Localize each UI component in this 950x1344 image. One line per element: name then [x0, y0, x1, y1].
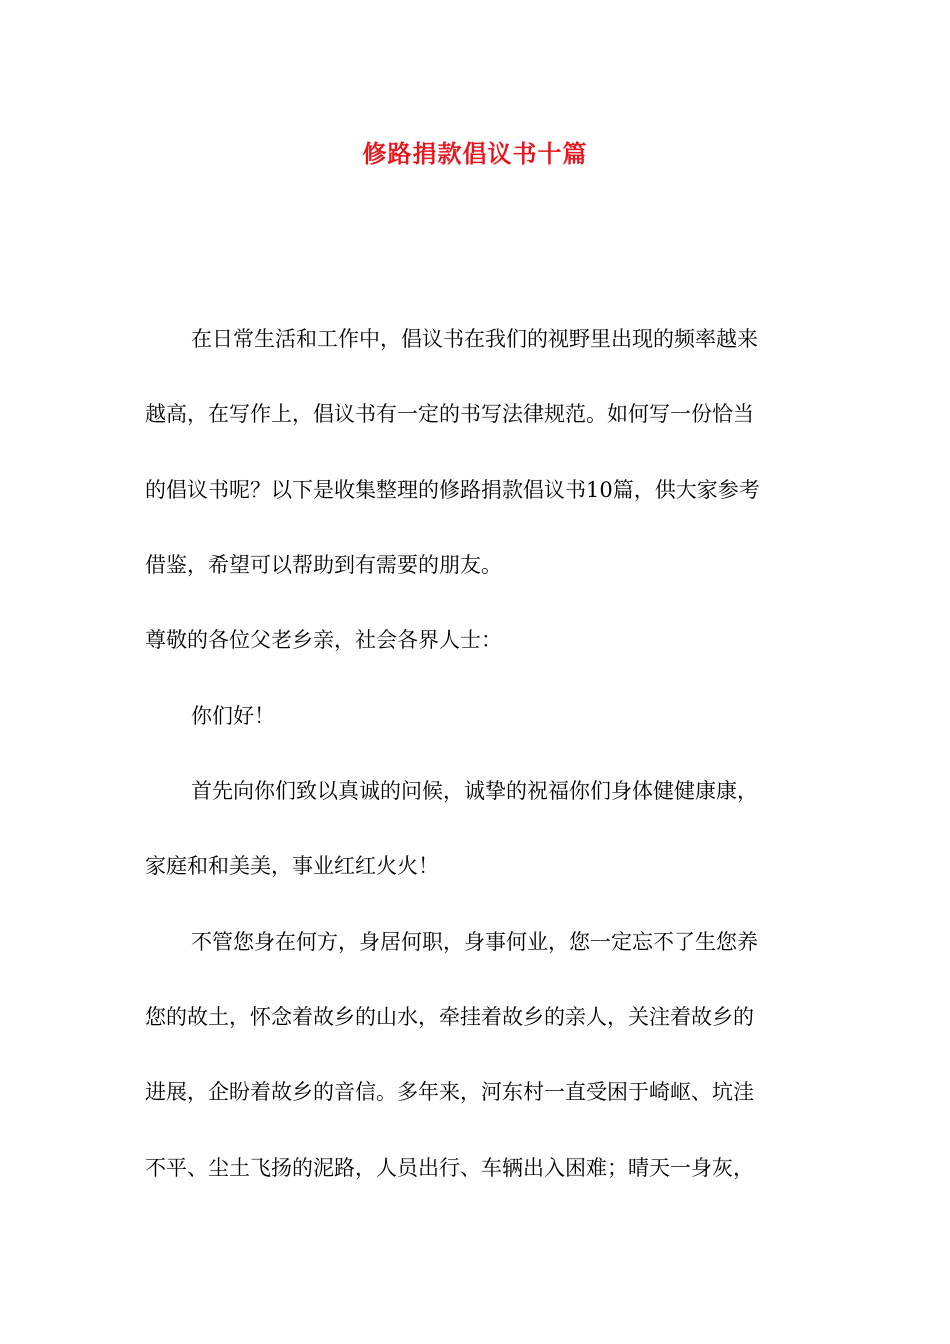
document-title: 修路捐款倡议书十篇	[362, 139, 588, 168]
document-page: 修路捐款倡议书十篇 在日常生活和工作中，倡议书在我们的视野里出现的频率越来 越高，在写作上，倡议书有一定的书写法律规范。如何写一份恰当 的倡议书呢？以下是收集整理的修路捐款倡议书10篇，供大家参考 借鉴，希望可以帮助到有需要的朋友。 尊敬的各位父老乡亲，社会各界人士： 你们好！ 首先向你们致以真诚的问候，诚挚的祝福你们身体健健康康， 家庭和和美美，事业红红火火！ 不管您身在何方，身居何职，身事何业，您一定忘不了生您养 您的故土，怀念着故乡的山水，牵挂着故乡的亲人，关注着故乡的 进展，企盼着故乡的音信。多年来，河东村一直受困于崎岖、坑洼 不平、尘土飞扬的泥路，人员出行、车辆出入困难；晴天一身灰，	[0, 0, 950, 1344]
